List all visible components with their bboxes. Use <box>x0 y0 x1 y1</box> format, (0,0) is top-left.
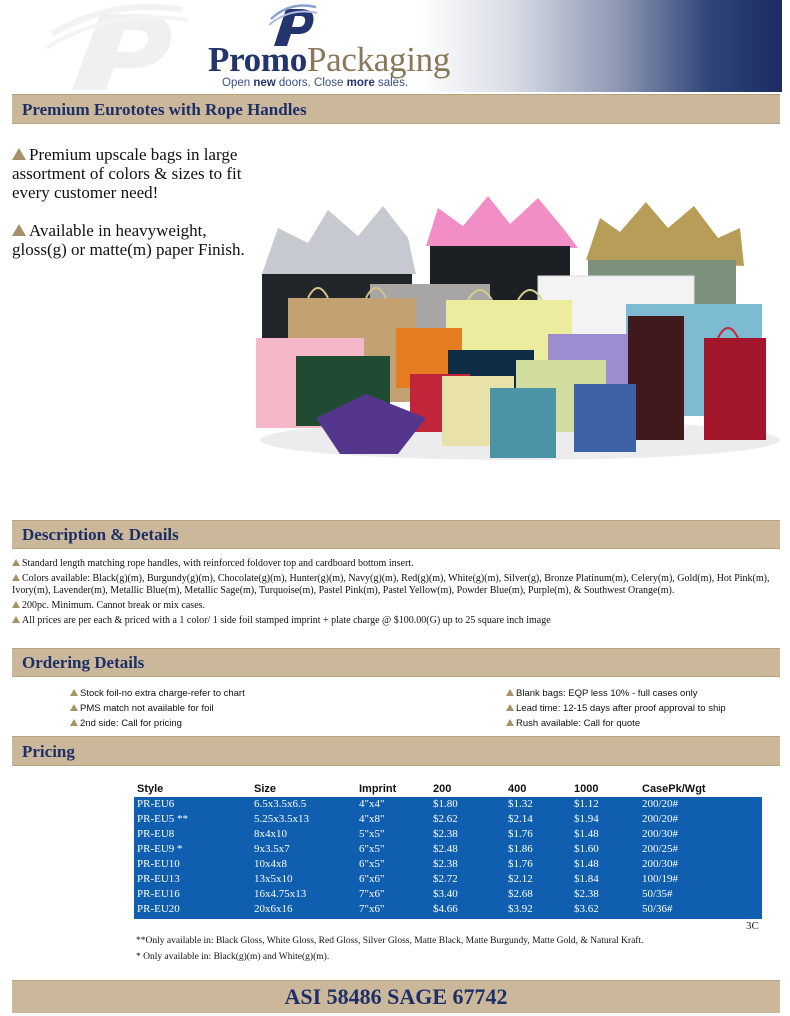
cell-price-400: $1.86 <box>508 843 533 855</box>
page-code: 3C <box>746 920 759 932</box>
ordering-item-text: Rush available: Call for quote <box>516 718 641 729</box>
ordering-item <box>506 701 726 716</box>
table-row <box>134 828 762 841</box>
pricing-title: Pricing <box>22 742 75 761</box>
cell-case-pack: 200/30# <box>642 858 679 870</box>
ordering-item <box>70 701 245 716</box>
cell-price-200: $2.38 <box>433 828 458 840</box>
ordering-right-list <box>506 686 726 731</box>
cell-size: 16x4.75x13 <box>254 888 307 900</box>
ordering-item-text: 2nd side: Call for pricing <box>80 718 182 729</box>
ordering-left-list <box>70 686 245 731</box>
product-photo <box>248 188 782 463</box>
description-bar <box>12 520 780 549</box>
triangle-bullet-icon <box>70 689 78 696</box>
triangle-bullet-icon <box>70 719 78 726</box>
ordering-item <box>70 686 245 701</box>
cell-style: PR-EU16 <box>137 888 180 900</box>
header-qty-200: 200 <box>433 783 452 795</box>
cell-imprint: 7"x6" <box>359 888 385 900</box>
table-row <box>134 858 762 871</box>
cell-price-200: $2.38 <box>433 858 458 870</box>
pricing-bar <box>12 736 780 766</box>
cell-price-1000: $1.48 <box>574 858 599 870</box>
header-style: Style <box>137 783 164 795</box>
brand-tagline <box>222 77 408 89</box>
cell-size: 9x3.5x7 <box>254 843 290 855</box>
ordering-title: Ordering Details <box>22 653 145 672</box>
header-size: Size <box>254 783 277 795</box>
cell-case-pack: 200/25# <box>642 843 679 855</box>
cell-price-200: $2.62 <box>433 813 458 825</box>
ordering-item-text: Stock foil-no extra charge-refer to chart <box>80 688 245 699</box>
cell-price-200: $2.48 <box>433 843 458 855</box>
cell-case-pack: 50/35# <box>642 888 673 900</box>
ordering-item <box>506 716 726 731</box>
p-watermark-icon <box>42 4 192 92</box>
ordering-item-text: PMS match not available for foil <box>80 703 214 714</box>
cell-size: 10x4x8 <box>254 858 287 870</box>
cell-price-400: $2.14 <box>508 813 533 825</box>
ordering-item <box>70 716 245 731</box>
cell-price-1000: $3.62 <box>574 903 599 915</box>
cell-price-400: $2.68 <box>508 888 533 900</box>
cell-case-pack: 50/36# <box>642 903 673 915</box>
cell-price-1000: $1.84 <box>574 873 599 885</box>
cell-case-pack: 200/30# <box>642 828 679 840</box>
cell-style: PR-EU5 ** <box>137 813 189 825</box>
table-row <box>134 873 762 886</box>
cell-price-1000: $1.94 <box>574 813 599 825</box>
triangle-bullet-icon <box>12 559 20 566</box>
cell-style: PR-EU6 <box>137 798 175 810</box>
cell-style: PR-EU20 <box>137 903 180 915</box>
description-title: Description & Details <box>22 525 179 544</box>
description-item <box>12 558 772 570</box>
table-row <box>134 798 762 811</box>
table-row <box>134 813 762 826</box>
ordering-item-text: Blank bags: EQP less 10% - full cases only <box>516 688 698 699</box>
description-item-text: Standard length matching rope handles, with reinforced foldover top and cardboard bottom insert. <box>22 558 414 569</box>
tagline-emphasis: more <box>346 77 375 89</box>
description-item <box>12 615 772 627</box>
cell-price-400: $2.12 <box>508 873 533 885</box>
header-gradient-band <box>420 0 782 92</box>
page-header <box>0 0 790 92</box>
cell-case-pack: 200/20# <box>642 813 679 825</box>
brand-word-bold: Promo <box>208 40 307 79</box>
asi-sage-text: ASI 58486 SAGE 67742 <box>284 984 508 1009</box>
ordering-item <box>506 686 726 701</box>
cell-size: 5.25x3.5x13 <box>254 813 309 825</box>
description-item-text: Colors available: Black(g)(m), Burgundy(g)(m), Chocolate(g)(m), Hunter(g)(m), Navy(g)(m), Red(g)(m), White(g)(m), Silver(g), Bronze Platinum(m), Celery(m), Gold(m), Hot Pink(m), Ivory(m), Lavender(m), Metallic Blue(m), Metallic Sage(m), Turquoise(m), Pastel Pink(m), Pastel Yellow(m), Powder Blue(m), Purple(m), & Southwest Orange(m). <box>12 573 770 596</box>
brand-word-light: Packaging <box>306 40 451 79</box>
intro-item-text: Premium upscale bags in large assortment of colors & sizes to fit every customer need! <box>12 145 242 202</box>
triangle-bullet-icon <box>506 719 514 726</box>
cell-imprint: 5"x5" <box>359 828 385 840</box>
cell-imprint: 6"x6" <box>359 873 385 885</box>
description-item <box>12 600 772 612</box>
cell-price-1000: $1.60 <box>574 843 599 855</box>
table-row <box>134 843 762 856</box>
triangle-bullet-icon <box>506 704 514 711</box>
intro-item-text: Available in heavyweight, gloss(g) or matte(m) paper Finish. <box>12 221 245 259</box>
cell-style: PR-EU13 <box>137 873 180 885</box>
triangle-bullet-icon <box>12 148 26 160</box>
description-item <box>12 573 772 597</box>
header-casepk: CasePk/Wgt <box>642 783 706 795</box>
pricing-table-body <box>134 797 762 919</box>
triangle-bullet-icon <box>12 601 20 608</box>
cell-imprint: 4"x8" <box>359 813 385 825</box>
product-title: Premium Eurototes with Rope Handles <box>22 100 307 119</box>
description-list <box>12 558 772 630</box>
cell-style: PR-EU8 <box>137 828 175 840</box>
cell-size: 6.5x3.5x6.5 <box>254 798 307 810</box>
cell-price-200: $2.72 <box>433 873 458 885</box>
tagline-part: sales. <box>374 77 409 89</box>
triangle-bullet-icon <box>70 704 78 711</box>
cell-price-400: $1.32 <box>508 798 533 810</box>
cell-price-400: $1.76 <box>508 858 533 870</box>
intro-text <box>12 145 247 278</box>
ordering-item-text: Lead time: 12-15 days after proof approval to ship <box>516 703 726 714</box>
cell-price-400: $3.92 <box>508 903 533 915</box>
cell-size: 8x4x10 <box>254 828 287 840</box>
cell-imprint: 7"x6" <box>359 903 385 915</box>
table-row <box>134 888 762 901</box>
tagline-part: doors. Close <box>275 77 347 89</box>
cell-price-200: $3.40 <box>433 888 458 900</box>
header-qty-1000: 1000 <box>574 783 599 795</box>
tagline-emphasis: new <box>253 77 276 89</box>
asi-sage-footer <box>12 980 780 1013</box>
cell-price-200: $4.66 <box>433 903 458 915</box>
cell-style: PR-EU10 <box>137 858 180 870</box>
header-qty-400: 400 <box>508 783 527 795</box>
brand-wordmark <box>208 40 450 80</box>
header-imprint: Imprint <box>359 783 397 795</box>
cell-case-pack: 200/20# <box>642 798 679 810</box>
footnote-double-star: **Only available in: Black Gloss, White Gloss, Red Gloss, Silver Gloss, Matte Black, Matte Burgundy, Matte Gold, & Natural Kraft. <box>136 936 644 946</box>
cell-size: 13x5x10 <box>254 873 293 885</box>
product-title-bar <box>12 94 780 124</box>
intro-item <box>12 221 247 259</box>
cell-price-400: $1.76 <box>508 828 533 840</box>
cell-style: PR-EU9 * <box>137 843 183 855</box>
cell-price-200: $1.80 <box>433 798 458 810</box>
table-row <box>134 903 762 916</box>
cell-size: 20x6x16 <box>254 903 293 915</box>
cell-imprint: 6"x5" <box>359 858 385 870</box>
cell-price-1000: $2.38 <box>574 888 599 900</box>
cell-imprint: 6"x5" <box>359 843 385 855</box>
description-item-text: All prices are per each & priced with a 1 color/ 1 side foil stamped imprint + plate charge @ $100.00(G) up to 25 square inch image <box>22 615 551 626</box>
description-item-text: 200pc. Minimum. Cannot break or mix cases. <box>22 600 206 611</box>
tagline-part: Open <box>222 77 254 89</box>
intro-item <box>12 145 247 202</box>
ordering-bar <box>12 648 780 677</box>
triangle-bullet-icon <box>506 689 514 696</box>
cell-price-1000: $1.48 <box>574 828 599 840</box>
pricing-table-header <box>137 783 761 797</box>
triangle-bullet-icon <box>12 574 20 581</box>
footnote-single-star: * Only available in: Black(g)(m) and White(g)(m). <box>136 952 330 962</box>
triangle-bullet-icon <box>12 616 20 623</box>
cell-case-pack: 100/19# <box>642 873 679 885</box>
cell-imprint: 4"x4" <box>359 798 385 810</box>
triangle-bullet-icon <box>12 224 26 236</box>
cell-price-1000: $1.12 <box>574 798 599 810</box>
